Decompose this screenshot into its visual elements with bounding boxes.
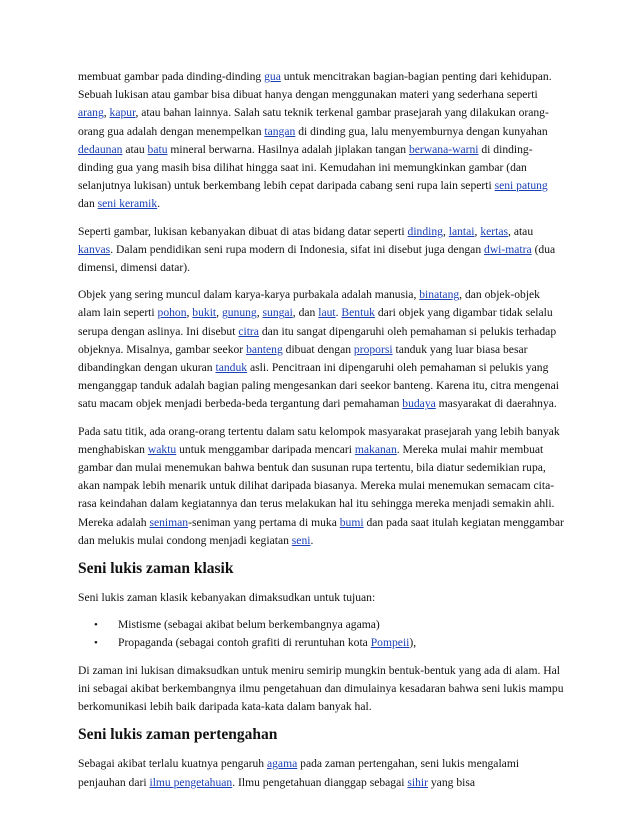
link-sungai[interactable]: sungai — [262, 306, 293, 320]
link-lantai[interactable]: lantai — [448, 224, 475, 238]
text-run: . Ilmu pengetahuan dianggap sebagai — [232, 775, 408, 789]
text-run: Mistisme (sebagai akibat belum berkembangnya agama) — [118, 618, 380, 632]
classical-purpose-list — [78, 616, 564, 652]
link-berwana-warni[interactable]: berwana-warni — [408, 142, 479, 156]
text-run: yang bisa — [427, 775, 475, 789]
paragraph-objects — [78, 286, 564, 413]
link-seni-patung[interactable]: seni patung — [494, 179, 548, 193]
text-run: dan pada saat itulah kegiatan menggambar dan melukis mulai condong menjadi kegiatan — [78, 515, 564, 547]
link-gunung[interactable]: gunung — [221, 306, 257, 320]
bullet-icon: • — [94, 619, 98, 632]
list-item-text — [118, 618, 380, 631]
link-bumi[interactable]: bumi — [339, 515, 364, 529]
list-item-text — [118, 636, 416, 649]
text-run: , dan objek-objek alam lain seperti — [78, 288, 540, 320]
text-run: dari objek yang digambar tidak selalu serupa dengan aslinya. Ini disebut — [78, 306, 553, 338]
text-run: pada zaman pertengahan, seni lukis mengalami penjauhan dari — [78, 757, 520, 789]
paragraph-first-artists — [78, 423, 564, 550]
link-gua[interactable]: gua — [264, 70, 281, 83]
text-run: dan itu sangat dipengaruhi oleh pemahaman si pelukis terhadap objeknya. Misalnya, gambar seekor — [78, 324, 557, 356]
text-run: . — [335, 306, 342, 320]
text-run: , — [103, 106, 110, 120]
paragraph-flat-surface — [78, 223, 564, 278]
text-run: , atau bahan lainnya. Salah satu teknik terkenal gambar prasejarah yang dilakukan orang-orang gua adalah dengan menempelkan — [78, 106, 549, 138]
text-run: , — [442, 224, 449, 238]
text-run: untuk mencitrakan bagian-bagian penting dari kehidupan. Sebuah lukisan atau gambar bisa dibuat hanya dengan menggunakan materi yang sederhana seperti — [78, 70, 552, 102]
text-run: Pada satu titik, ada orang-orang tertentu dalam satu kelompok masyarakat prasejarah yang lebih banyak menghabiskan — [78, 424, 560, 456]
link-arang[interactable]: arang — [78, 106, 104, 120]
text-run: . Mereka mulai mahir membuat gambar dan mulai menemukan bahwa bentuk dan susunan rupa tertentu, bila diatur sedemikian rupa, akan nampak lebih menarik untuk dilihat daripada biasanya. Mereka mulai menemukan semacam cita-rasa keindahan dalam kegiatannya dan terus melakukan hal itu sehingga mereka menjadi semakin ahli. Mereka adalah — [78, 442, 555, 529]
classical-after: Di zaman ini lukisan dimaksudkan untuk meniru semirip mungkin bentuk-bentuk yang ada di alam. Hal ini sebagai akibat berkembangnya ilmu pengetahuan dan dimulainya kesadaran bahwa seni lukis mampu berkomunikasi lebih baik daripada kata-kata dalam banyak hal. — [78, 663, 564, 714]
text-run: ), — [409, 636, 417, 650]
link-makanan[interactable]: makanan — [354, 442, 397, 456]
text-run: asli. Pencitraan ini dipengaruhi oleh pemahaman si pelukis yang menganggap tanduk adalah bagian paling mengesankan dari seekor banteng. Karena itu, citra mengenai satu macam objek menjadi berbeda-beda tergantung dari pemahaman — [78, 361, 559, 411]
text-run: . — [157, 197, 161, 211]
text-run: dan — [78, 197, 98, 211]
link-citra[interactable]: citra — [238, 324, 259, 338]
list-item — [94, 616, 564, 634]
link-bukit[interactable]: bukit — [192, 306, 217, 320]
link-seni-keramik[interactable]: seni keramik — [97, 197, 158, 211]
text-run: , — [256, 306, 263, 320]
text-run: untuk menggambar daripada mencari — [176, 442, 355, 456]
link-kapur[interactable]: kapur — [109, 106, 136, 120]
text-run: . Dalam pendidikan seni rupa modern di Indonesia, sifat ini disebut juga dengan — [110, 242, 485, 256]
text-run: Propaganda (sebagai contoh grafiti di reruntuhan kota — [118, 636, 371, 650]
text-run: , — [474, 224, 481, 238]
text-run: di dinding-dinding gua yang masih bisa dilihat hingga saat ini. Kemudahan ini memungkinkan gambar (dan selanjutnya lukisan) untuk berkembang lebih cepat daripada cabang seni rupa lain seperti — [78, 142, 533, 193]
list-item — [94, 634, 564, 652]
link-bentuk[interactable]: Bentuk — [341, 306, 375, 320]
text-run: masyarakat di daerahnya. — [435, 397, 557, 411]
link-pohon[interactable]: pohon — [157, 306, 187, 320]
link-laut[interactable]: laut — [318, 306, 336, 320]
text-run: , — [216, 306, 222, 320]
link-binatang[interactable]: binatang — [419, 288, 460, 302]
link-kanvas[interactable]: kanvas — [78, 242, 111, 256]
link-budaya[interactable]: budaya — [402, 397, 436, 411]
link-tangan[interactable]: tangan — [264, 124, 296, 138]
link-waktu[interactable]: waktu — [147, 442, 177, 456]
text-run: Seperti gambar, lukisan kebanyakan dibuat di atas bidang datar seperti — [78, 224, 408, 238]
link-tanduk[interactable]: tanduk — [215, 361, 248, 375]
heading-medieval-painting: Seni lukis zaman pertengahan — [78, 726, 278, 744]
link-pompeii[interactable]: Pompeii — [370, 636, 410, 650]
text-run: di dinding gua, lalu menyemburnya dengan kunyahan — [295, 124, 548, 138]
paragraph-cave-art — [78, 68, 564, 214]
classical-intro: Seni lukis zaman klasik kebanyakan dimaksudkan untuk tujuan: — [78, 591, 376, 605]
text-run: Sebagai akibat terlalu kuatnya pengaruh — [78, 757, 267, 771]
document-page — [78, 68, 564, 801]
link-kertas[interactable]: kertas — [480, 224, 509, 238]
text-run: , atau — [508, 224, 534, 238]
link-seniman[interactable]: seniman — [149, 515, 189, 529]
link-ilmu-pengetahuan[interactable]: ilmu pengetahuan — [149, 775, 233, 789]
text-run: (dua dimensi, dimensi datar). — [78, 242, 556, 275]
bullet-icon: • — [94, 637, 98, 650]
text-run: dibuat dengan — [282, 342, 354, 356]
link-proporsi[interactable]: proporsi — [353, 342, 393, 356]
link-agama[interactable]: agama — [266, 757, 298, 771]
heading-classical-painting: Seni lukis zaman klasik — [78, 560, 234, 578]
text-run: membuat gambar pada dinding-dinding — [78, 70, 265, 83]
text-run: . — [310, 533, 314, 547]
medieval-paragraph — [78, 755, 564, 791]
link-dedaunan[interactable]: dedaunan — [78, 142, 123, 156]
link-seni[interactable]: seni — [291, 533, 311, 547]
text-run: mineral berwarna. Hasilnya adalah jiplakan tangan — [167, 142, 409, 156]
text-run: , — [186, 306, 193, 320]
text-run: -seniman yang pertama di muka — [188, 515, 340, 529]
link-batu[interactable]: batu — [147, 142, 168, 156]
text-run: atau — [122, 142, 148, 156]
link-dwi-matra[interactable]: dwi-matra — [484, 242, 532, 256]
link-sihir[interactable]: sihir — [407, 775, 428, 789]
link-dinding[interactable]: dinding — [407, 224, 443, 238]
link-banteng[interactable]: banteng — [246, 342, 283, 356]
text-run: tanduk yang luar biasa besar dibandingkan dengan ukuran — [78, 342, 528, 375]
text-run: Objek yang sering muncul dalam karya-karya purbakala adalah manusia, — [78, 288, 420, 302]
text-run: , dan — [292, 306, 319, 320]
